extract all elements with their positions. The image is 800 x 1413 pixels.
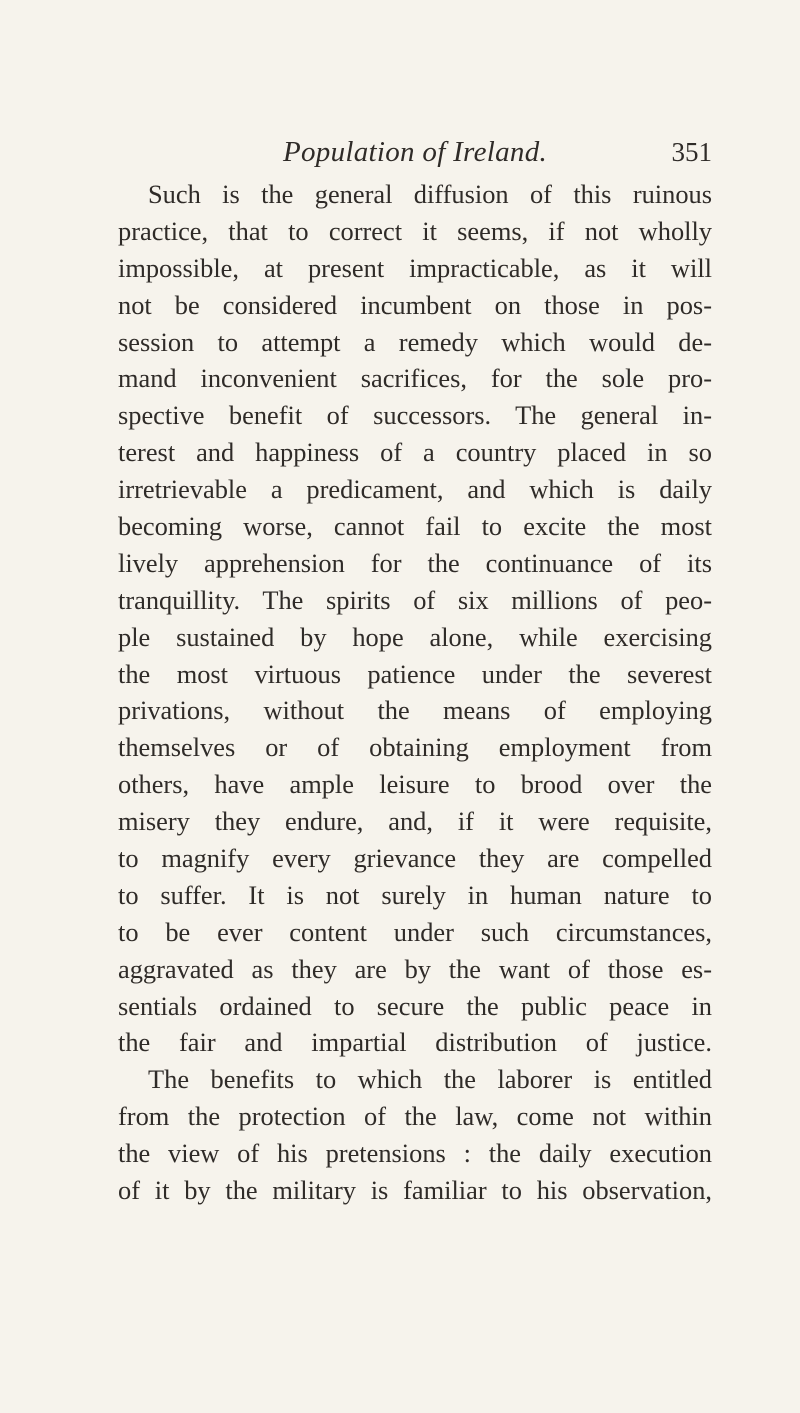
- text-line: The benefits to which the laborer is entitled: [148, 1064, 712, 1095]
- text-line: spective benefit of successors. The general in-: [118, 400, 712, 431]
- text-line: to be ever content under such circumstances,: [118, 916, 712, 947]
- text-line: misery they endure, and, if it were requisite,: [118, 806, 712, 837]
- text-line: privations, without the means of employing: [118, 695, 712, 726]
- text-line: of it by the military is familiar to his observation,: [118, 1175, 712, 1206]
- page-number: 351: [671, 137, 712, 167]
- text-line: aggravated as they are by the want of those es-: [118, 953, 712, 984]
- text-line: the view of his pretensions : the daily execution: [118, 1138, 712, 1169]
- text-line: sentials ordained to secure the public peace in: [118, 990, 712, 1021]
- text-line: irretrievable a predicament, and which is daily: [118, 474, 712, 505]
- text-line: from the protection of the law, come not within: [118, 1101, 712, 1132]
- running-head: [118, 132, 712, 172]
- text-line: impossible, at present impracticable, as it will: [118, 252, 712, 283]
- running-title: Population of Ireland.: [282, 136, 548, 168]
- text-line: the fair and impartial distribution of justice.: [118, 1027, 712, 1058]
- text-line: practice, that to correct it seems, if not wholly: [118, 215, 712, 246]
- text-line: becoming worse, cannot fail to excite the most: [118, 511, 712, 542]
- text-line: terest and happiness of a country placed in so: [118, 437, 712, 468]
- text-line: Such is the general diffusion of this ruinous: [148, 179, 712, 209]
- body-text: [118, 176, 712, 1209]
- text-line: to magnify every grievance they are compelled: [118, 843, 712, 874]
- text-line: mand inconvenient sacrifices, for the sole pro-: [118, 363, 712, 394]
- text-line: ple sustained by hope alone, while exercising: [118, 621, 712, 652]
- text-line: others, have ample leisure to brood over the: [118, 769, 712, 800]
- text-line: themselves or of obtaining employment from: [118, 732, 712, 763]
- text-line: the most virtuous patience under the severest: [118, 658, 712, 689]
- text-line: lively apprehension for the continuance of its: [118, 547, 712, 578]
- text-line: to suffer. It is not surely in human nature to: [118, 879, 712, 910]
- text-line: not be considered incumbent on those in pos-: [118, 289, 712, 320]
- text-line: session to attempt a remedy which would de-: [118, 326, 712, 357]
- text-line: tranquillity. The spirits of six millions of peo-: [118, 584, 712, 615]
